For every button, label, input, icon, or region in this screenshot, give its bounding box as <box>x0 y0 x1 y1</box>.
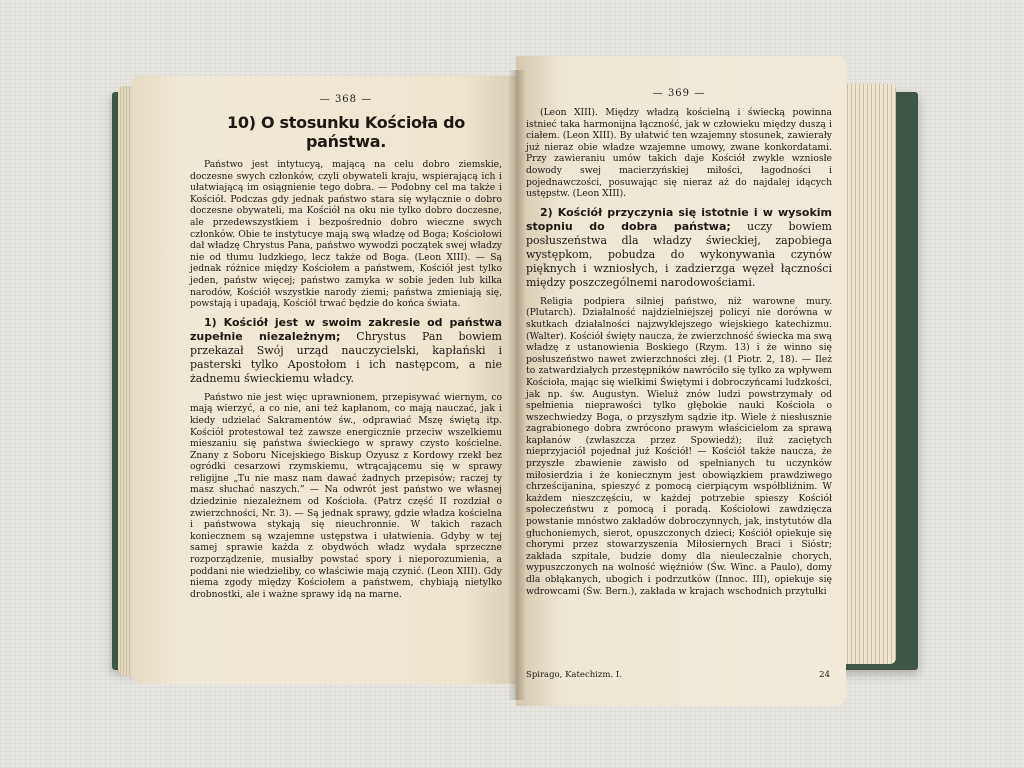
thesis-paragraph <box>190 316 502 386</box>
page-footer <box>526 670 830 680</box>
page-number: — 368 — <box>319 94 373 105</box>
thesis-bold: 2) Kościół przyczynia się istotnie i w wysokim stopniu do dobra państwa; <box>526 205 832 233</box>
footer-signature: Spirago, Katechizm. I. <box>526 670 622 680</box>
thesis-bold: 1) Kościół jest w swoim zakresie od państwa zupełnie niezależnym; <box>190 315 502 343</box>
paragraph: Państwo nie jest więc uprawnionem, przepisywać wiernym, co mają wierzyć, a co nie, ani też kapłanom, co mają nauczać, jak i kiedy udzielać Sakramentów św., odprawiać Mszę świętą itp. Kościół protestował też zawsze energicznie przeciw wszelkiemu mieszaniu się państwa świeckiego w sprawy czysto kościelne. Znany z Soboru Nicejskiego Biskup Ozyusz z Kordowy rzekł bez ogródki cesarzowi rzymskiemu, wtrącającemu się w sprawy religijne „Tu nie masz nam dawać żadnych przepisów; raczej ty masz słuchać naszych.” — Na odwrót jest państwo we własnej dziedzinie niezależnem od Kościoła. (Patrz część II rozdział o zwierzchności, Nr. 3). — Są jednak sprawy, gdzie władza kościelna i państwowa stykają się nieuchronnie. W takich razach koniecznem są wzajemne ustępstwa i ułatwienia. Gdyby w tej samej sprawie każda z obydwóch władz wydała sprzeczne rozporządzenie, musiałby powstać spory i nieporozumienia, a poddani nie wiedzieliby, co właściwie mają czynić. (Leon XIII). Gdy niema zgody między Kościołem a państwem, chybiają nietylko drobnostki, ale i ważne sprawy idą na marne. <box>190 391 502 600</box>
thesis-rest: Chrystus Pan bowiem przekazał Swój urząd nauczycielski, kapłański i pasterski tylko Apostołom i ich następcom, a nie żadnemu świeckiemu władcy. <box>190 329 502 385</box>
page-number: — 369 — <box>652 88 706 99</box>
section-title: 10) O stosunku Kościoła do państwa. <box>227 113 465 151</box>
book-gutter <box>508 70 526 700</box>
thesis-paragraph <box>526 206 832 290</box>
signature-number: 24 <box>819 670 830 680</box>
thesis-rest: uczy bowiem posłuszeństwa dla władzy świeckiej, zapobiega występkom, pobudza do wykonywania czynów pięknych i wzniosłych, i zadzierzga węzeł łączności między poszczególnemi narodowościami. <box>526 219 832 289</box>
paragraph: (Leon XIII). Między władzą kościelną i świecką powinna istnieć taka harmonijna łączność, jak w człowieku między duszą i ciałem. (Leon XIII). By ułatwić ten wzajemny stosunek, zawierały już nieraz obie władze wzajemne umowy, zwane konkordatami. Przy zawieraniu umów takich daje Kościół zwykle wzniosłe dowody swej macierzyńskiej miłości, łagodności i pojednawczości, posuwając się nieraz aż do najdalej idących ustępstw. (Leon XIII). <box>526 107 832 200</box>
right-page-edges <box>840 84 896 664</box>
paragraph: Religia podpiera silniej państwo, niż warowne mury. (Plutarch). Działalność najdzielniejszej policyi nie dorówna w skutkach działalności najzwyklejszego wiejskiego katechizmu. (Walter). Kościół święty naucza, że zwierzchność świecka ma swą władzę z ustanowienia Boskiego (Rzym. 13) i że winno się posłuszeństwo nawet zwierzchności złej. (1 Piotr. 2, 18). — Ileż to zatwardziałych przestępników nawróciło się tylko za wpływem Kościoła, mając się wielkimi Świętymi i dobroczyńcami ludzkości, jak np. św. Augustyn. Wieluż znów ludzi powstrzymały od spełnienia nieprawości tylko głębokie nauki Kościoła o wszechwiedzy Boga, o przyszłym sądzie itp. Wiele ż niesłusznie zagrabionego dobra zwrócono prawym właścicielom za sprawą kapłanów (zwłaszcza przez Spowiedź); iluż zaciętych nieprzyjaciół pojednał już Kościół! — Kościół także naucza, że przyszłe zbawienie zawisło od spełnianych tu uczynków miłosierdzia i że koniecznym jest obowiązkiem prawdziwego chrześcijanina, spieszyć z pomocą cierpiącym współbliźnim. W każdem nieszczęściu, w każdej potrzebie spieszy Kościół społeczeństwu z pomocą i poradą. Kościołowi zawdzięcza powstanie mnóstwo zakładów dobroczynnych, jak, instytutów dla głuchoniemych, sierot, opuszczonych dzieci; Kościół opiekuje się chorymi przez stowarzyszenia Miłosiernych Braci i Sióstr; zakłada szpitale, budzie domy dla nieuleczalnie chorych, wypuszczonych na wolność więźniów (Św. Winc. a Paulo), domy dla obłąkanych, ubogich i podrzutków (Innoc. III), opiekuje się wdrowcami (Św. Bern.), zakłada w krajach wschodnich przytułki <box>526 295 832 597</box>
paragraph: Państwo jest intytucyą, mającą na celu dobro ziemskie, doczesne swych członków, czyli obywateli kraju, wspierającą ich i ułatwiającą im osiągnienie tego dobra. — Podobny cel ma także i Kościół. Podczas gdy jednak państwo stara się wyłącznie o dobro doczesne obywateli, ma Kościół na oku nie tylko dobro doczesne, ale przedewszystkiem i bezpośrednio dobro wieczne swych członków. Obie te instytucye mają swą władzę od Boga; Kościołowi dał władzę Chrystus Pana, państwo wywodzi początek swej władzy nie od tłumu ludzkiego, lecz także od Boga. (Leon XIII). — Są jednak różnice między Kościołem a państwem, Kościół jest tylko jeden, państw więcej; państwo zamyka w sobie jeden lub kilka narodów, Kościół wszystkie narody ziemi; państwa zmieniają się, powstają i upadają, Kościół trwać będzie do końca świata. <box>190 159 502 310</box>
left-page <box>132 76 518 684</box>
right-page <box>516 56 846 706</box>
